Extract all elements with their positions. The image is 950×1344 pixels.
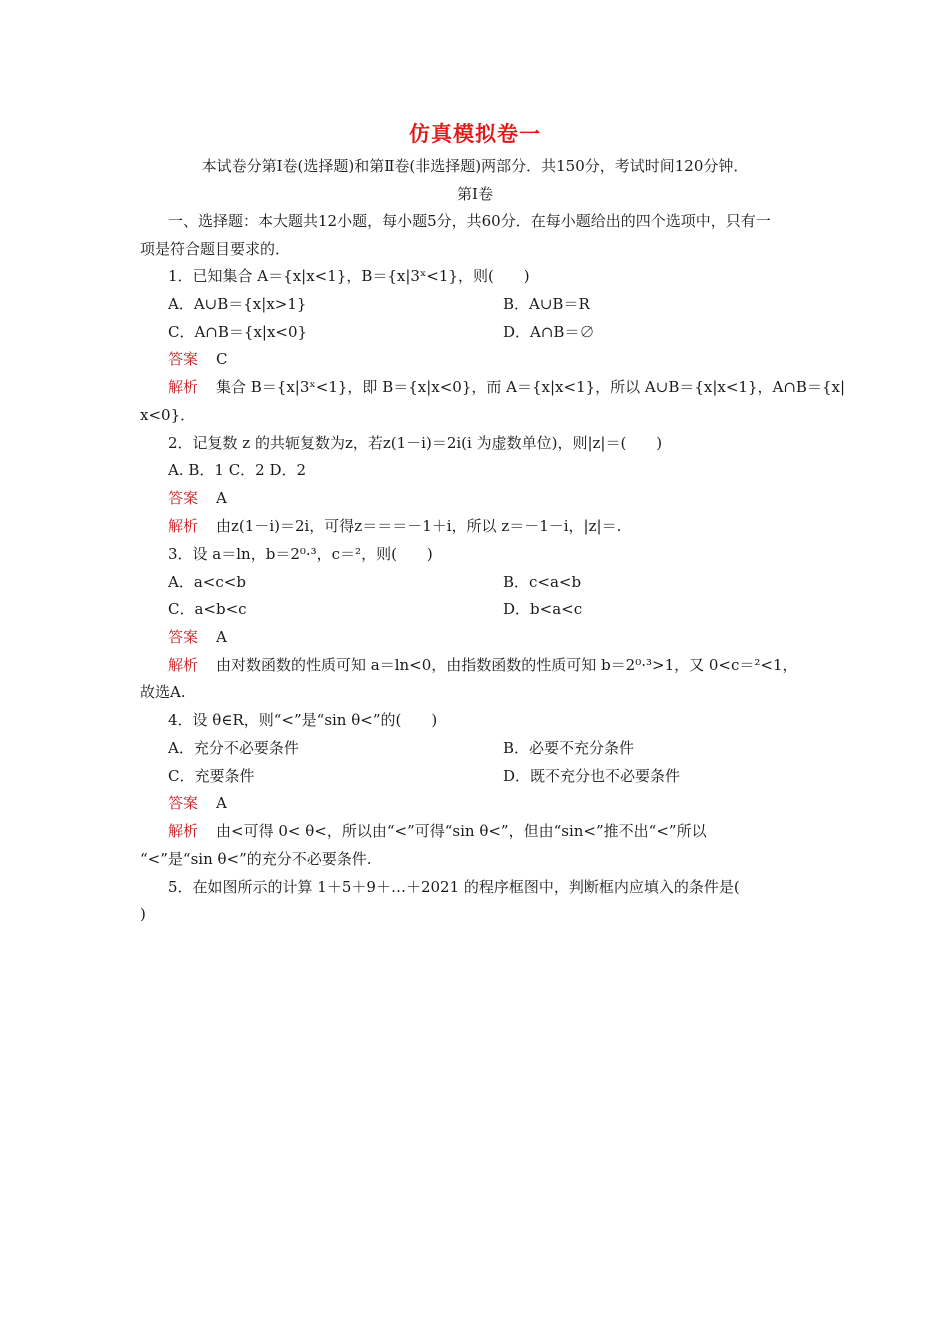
q1-analysis <box>168 377 845 397</box>
q3-analysis-text-1: 由对数函数的性质可知 a＝ln<0，由指数函数的性质可知 b＝2⁰·³>1，又 0<c＝²<1， <box>216 656 798 674</box>
q2-options: A. B．1 C．2 D．2 <box>168 461 307 479</box>
q4-stem: 4．设 θ∈R，则“<”是“sin θ<”的( ) <box>168 711 438 729</box>
q4-answer-value: A <box>216 794 227 812</box>
q1-analysis-text-1: 集合 B＝{x|3ˣ<1}，即 B＝{x|x<0}，而 A＝{x|x<1}，所以 A∪B＝{x|x<1}，A∩B＝{x| <box>216 378 845 396</box>
q4-answer <box>168 793 227 813</box>
section-instruction-line-2: 项是符合题目要求的． <box>140 240 291 258</box>
q4-analysis-text-1: 由<可得 0< θ<，所以由“<”可得“sin θ<”，但由“sin<”推不出“<”所以 <box>216 822 707 840</box>
q1-option-d: D．A∩B＝∅ <box>503 323 595 341</box>
q1-analysis-text-2: x<0}． <box>140 406 196 424</box>
q2-stem: 2．记复数 z 的共轭复数为z，若z(1－i)＝2i(i 为虚数单位)，则|z|＝( ) <box>168 434 663 452</box>
analysis-label: 解析 <box>168 378 199 396</box>
q3-option-a: A．a<c<b <box>168 573 246 591</box>
q4-analysis-text-2: “<”是“sin θ<”的充分不必要条件. <box>140 850 372 868</box>
q3-answer-value: A <box>216 628 227 646</box>
exam-intro: 本试卷分第Ⅰ卷(选择题)和第Ⅱ卷(非选择题)两部分．共150分，考试时间120分钟． <box>201 157 749 175</box>
q4-option-a: A．充分不必要条件 <box>168 739 299 757</box>
q1-stem: 1．已知集合 A＝{x|x<1}，B＝{x|3ˣ<1}，则( ) <box>168 267 530 285</box>
q5-stem-line-1: 5．在如图所示的计算 1＋5＋9＋…＋2021 的程序框图中，判断框内应填入的条件是( <box>168 878 740 896</box>
q3-stem: 3．设 a＝ln，b＝2⁰·³，c＝²，则( ) <box>168 545 433 563</box>
analysis-label: 解析 <box>168 656 199 674</box>
q4-analysis <box>168 821 707 841</box>
q1-answer <box>168 349 228 369</box>
q1-option-a: A．A∪B＝{x|x>1} <box>168 295 307 313</box>
q4-option-c: C．充要条件 <box>168 767 255 785</box>
answer-label: 答案 <box>168 350 199 368</box>
answer-label: 答案 <box>168 794 199 812</box>
answer-label: 答案 <box>168 489 199 507</box>
q3-answer <box>168 627 227 647</box>
part-heading: 第Ⅰ卷 <box>457 185 493 203</box>
answer-label: 答案 <box>168 628 199 646</box>
q5-stem-line-2: ) <box>140 905 146 923</box>
analysis-label: 解析 <box>168 517 199 535</box>
q2-analysis <box>168 516 621 536</box>
q3-option-b: B．c<a<b <box>503 573 582 591</box>
q2-analysis-text: 由z(1－i)＝2i，可得z＝＝＝－1＋i，所以 z＝－1－i，|z|＝. <box>216 517 622 535</box>
q1-answer-value: C <box>216 350 228 368</box>
exam-title: 仿真模拟卷一 <box>409 122 541 146</box>
q1-option-c: C．A∩B＝{x|x<0} <box>168 323 308 341</box>
q3-analysis <box>168 655 798 675</box>
q4-option-d: D．既不充分也不必要条件 <box>503 767 681 785</box>
q4-option-b: B．必要不充分条件 <box>503 739 635 757</box>
q1-option-b: B．A∪B＝R <box>503 295 590 313</box>
analysis-label: 解析 <box>168 822 199 840</box>
q3-option-c: C．a<b<c <box>168 600 247 618</box>
q2-answer <box>168 488 227 508</box>
q2-answer-value: A <box>216 489 227 507</box>
section-instruction-line-1: 一、选择题：本大题共12小题，每小题5分，共60分．在每小题给出的四个选项中，只有一 <box>168 212 771 230</box>
q3-analysis-text-2: 故选A. <box>140 683 186 701</box>
q3-option-d: D．b<a<c <box>503 600 583 618</box>
